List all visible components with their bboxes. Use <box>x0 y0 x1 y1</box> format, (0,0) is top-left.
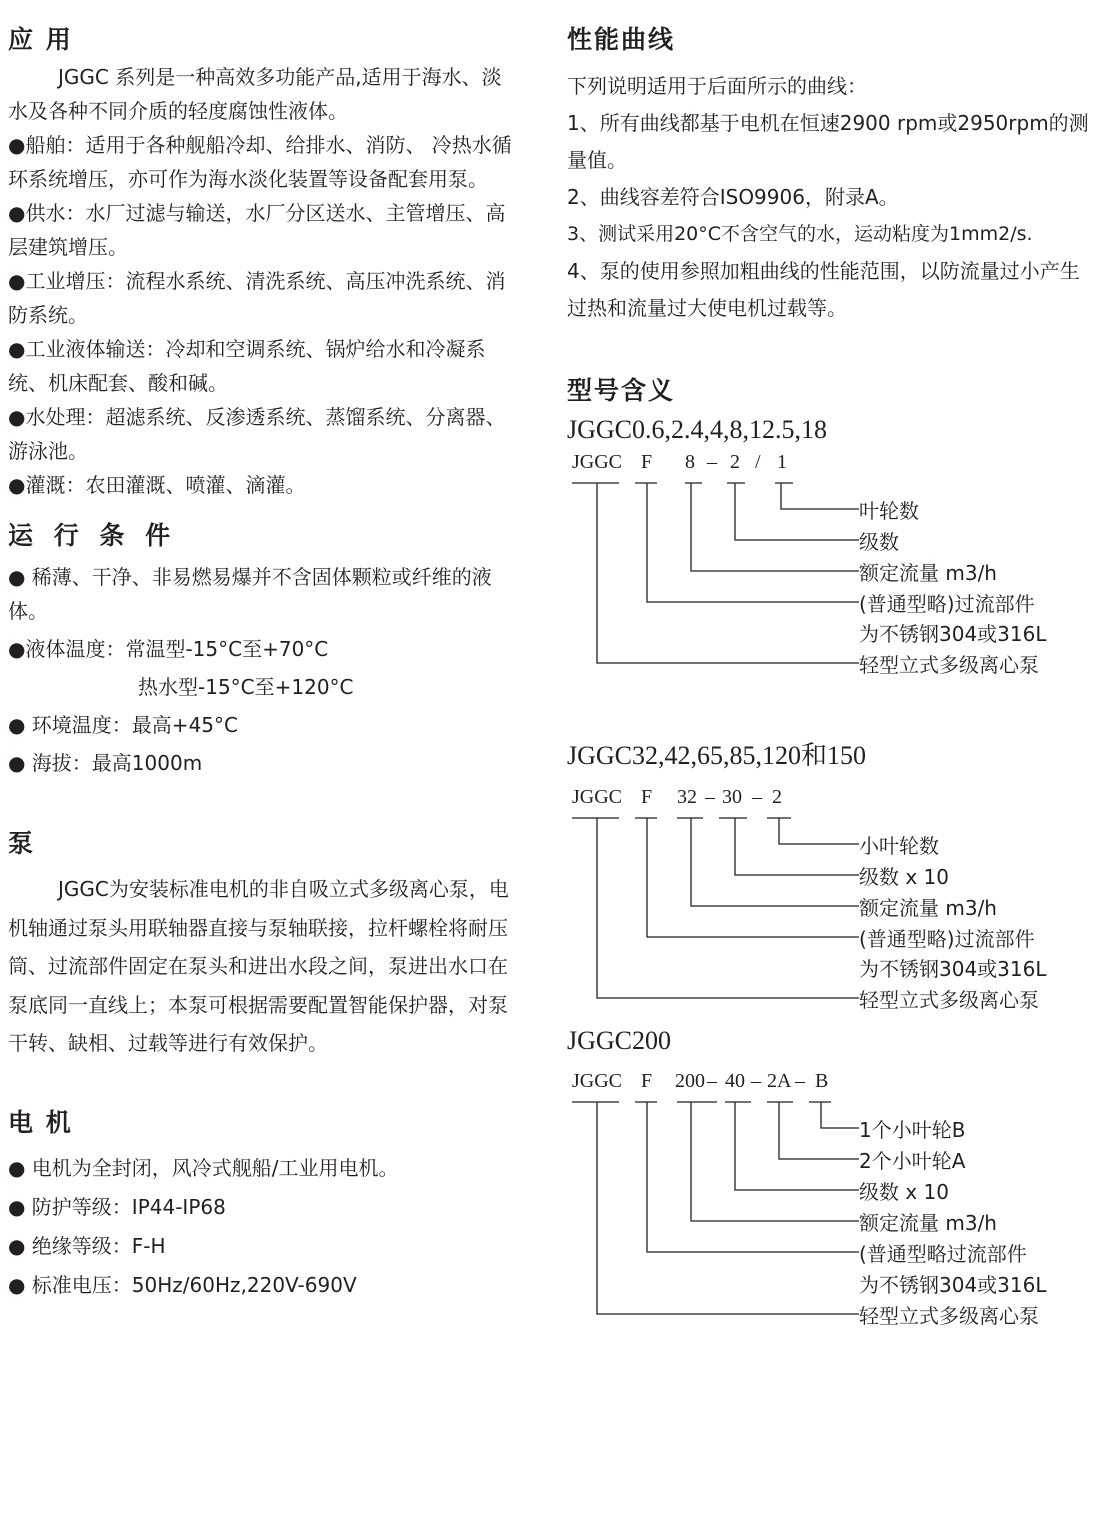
label-material-2: 为不锈钢304或316L <box>859 1273 1047 1297</box>
curves-note-4: 4、泵的使用参照加粗曲线的性能范围，以防流量过小产生过热和流量过大使电机过载等。 <box>567 259 1080 320</box>
code-impeller-b: B <box>815 1070 829 1092</box>
code-dash: – <box>795 1070 805 1092</box>
label-rated-flow: 额定流量 m3/h <box>859 896 997 920</box>
operating-ambient: ● 环境温度：最高+45°C <box>8 713 238 737</box>
curves-note-1: 1、所有曲线都基于电机在恒速2900 rpm或2950rpm的测量值。 <box>567 111 1089 172</box>
label-stages: 级数 <box>859 530 899 554</box>
section-heading-model: 型号含义 <box>567 376 676 405</box>
label-impeller-count: 叶轮数 <box>859 499 919 523</box>
label-material: (普通型略)过流部件 <box>859 592 1035 616</box>
curves-note-2: 2、曲线容差符合ISO9906，附录A。 <box>567 185 899 209</box>
code-dash: – <box>751 1070 761 1092</box>
code-series: JGGC <box>572 1070 623 1092</box>
operating-liquid-temp <box>8 632 513 666</box>
liquid-temp-label: ●液体温度： <box>8 637 126 661</box>
liquid-temp-normal: 常温型-15°C至+70°C <box>125 637 329 661</box>
code-material: F <box>641 786 653 808</box>
code-dash: – <box>707 451 717 473</box>
code-stages: 2 <box>730 451 740 473</box>
label-pump-type: 轻型立式多级离心泵 <box>859 988 1039 1012</box>
label-impeller-a: 2个小叶轮A <box>859 1149 966 1173</box>
motor-item-voltage: ● 标准电压：50Hz/60Hz,220V-690V <box>8 1272 357 1297</box>
code-stages: 30 <box>722 786 742 808</box>
code-flow: 8 <box>685 451 695 473</box>
application-bullet-irrigation: ●灌溉：农田灌溉、喷灌、滴灌。 <box>8 473 306 497</box>
code-small-impellers: 2 <box>772 786 782 808</box>
code-slash: / <box>755 451 761 473</box>
motor-item-enclosure: ● 电机为全封闭，风冷式舰船/工业用电机。 <box>8 1155 399 1180</box>
label-stages-x10: 级数 x 10 <box>859 865 949 889</box>
code-stages: 40 <box>725 1070 745 1092</box>
code-dash: – <box>705 786 715 808</box>
left-column <box>8 20 513 1305</box>
label-rated-flow: 额定流量 m3/h <box>859 561 997 585</box>
code-flow: 200 <box>675 1070 705 1092</box>
motor-item-protection: ● 防护等级：IP44-IP68 <box>8 1194 226 1219</box>
code-impellers: 1 <box>777 451 787 473</box>
model-1-diagram <box>567 451 1097 677</box>
application-bullet-industrial-liquid: ●工业液体输送：冷却和空调系统、锅炉给水和冷凝系统、机床配套、酸和碱。 <box>8 337 486 395</box>
section-heading-curves: 性能曲线 <box>567 25 676 54</box>
model-2-diagram <box>567 786 1097 1012</box>
label-material: (普通型略)过流部件 <box>859 927 1035 951</box>
section-heading-motor: 电 机 <box>8 1107 73 1137</box>
operating-altitude: ● 海拔：最高1000m <box>8 751 203 775</box>
model-3-title: JGGC200 <box>567 1026 672 1055</box>
section-heading-application: 应 用 <box>8 25 73 54</box>
model-2-title: JGGC32,42,65,85,120和150 <box>567 741 867 770</box>
model-1-title: JGGC0.6,2.4,4,8,12.5,18 <box>567 415 828 444</box>
code-dash: – <box>707 1070 717 1092</box>
label-material-2: 为不锈钢304或316L <box>859 957 1047 981</box>
application-bullet-water-treatment: ●水处理：超滤系统、反渗透系统、蒸馏系统、分离器、游泳池。 <box>8 405 506 463</box>
code-material: F <box>641 1070 653 1092</box>
application-bullet-water-supply: ●供水：水厂过滤与输送，水厂分区送水、主管增压、高层建筑增压。 <box>8 201 506 259</box>
right-column <box>567 20 1097 1328</box>
label-pump-type: 轻型立式多级离心泵 <box>859 1304 1039 1328</box>
motor-item-insulation: ● 绝缘等级：F-H <box>8 1233 166 1258</box>
application-bullet-industrial-boost: ●工业增压：流程水系统、清洗系统、高压冲洗系统、消防系统。 <box>8 269 506 327</box>
liquid-temp-hot: 热水型-15°C至+120°C <box>138 675 354 699</box>
code-series: JGGC <box>572 451 623 473</box>
label-pump-type: 轻型立式多级离心泵 <box>859 653 1039 677</box>
code-series: JGGC <box>572 786 623 808</box>
curves-note-3: 3、测试采用20°C不含空气的水，运动粘度为1mm2/s. <box>567 223 1033 245</box>
label-rated-flow: 额定流量 m3/h <box>859 1211 997 1235</box>
section-heading-operating: 运 行 条 件 <box>8 521 177 550</box>
section-heading-pump: 泵 <box>8 829 36 858</box>
label-material-2: 为不锈钢304或316L <box>859 622 1047 646</box>
label-material: (普通型略过流部件 <box>859 1242 1027 1266</box>
application-bullet-ship: ●船舶：适用于各种舰船冷却、给排水、消防、 冷热水循环系统增压，亦可作为海水淡化装置等设备配套用泵。 <box>8 133 512 191</box>
code-impeller-a: 2A <box>767 1070 792 1092</box>
model-3-diagram <box>567 1070 1097 1328</box>
code-flow: 32 <box>677 786 697 808</box>
code-dash: – <box>752 786 762 808</box>
pump-description: JGGC为安装标准电机的非自吸立式多级离心泵，电机轴通过泵头用联轴器直接与泵轴联接，拉杆螺栓将耐压筒、过流部件固定在泵头和进出水段之间，泵进出水口在泵底同一直线上；本泵可根据需要配置智能保护器，对泵干转、缺相、过载等进行有效保护。 <box>8 877 509 1055</box>
application-intro: JGGC 系列是一种高效多功能产品,适用于海水、淡水及各种不同介质的轻度腐蚀性液体。 <box>8 65 502 123</box>
label-stages-x10: 级数 x 10 <box>859 1180 949 1204</box>
code-material: F <box>641 451 653 473</box>
label-impeller-b: 1个小叶轮B <box>859 1118 966 1142</box>
operating-liquid: ● 稀薄、干净、非易燃易爆并不含固体颗粒或纤维的液体。 <box>8 565 492 623</box>
label-small-impeller-count: 小叶轮数 <box>859 834 939 858</box>
curves-intro: 下列说明适用于后面所示的曲线： <box>567 74 867 98</box>
